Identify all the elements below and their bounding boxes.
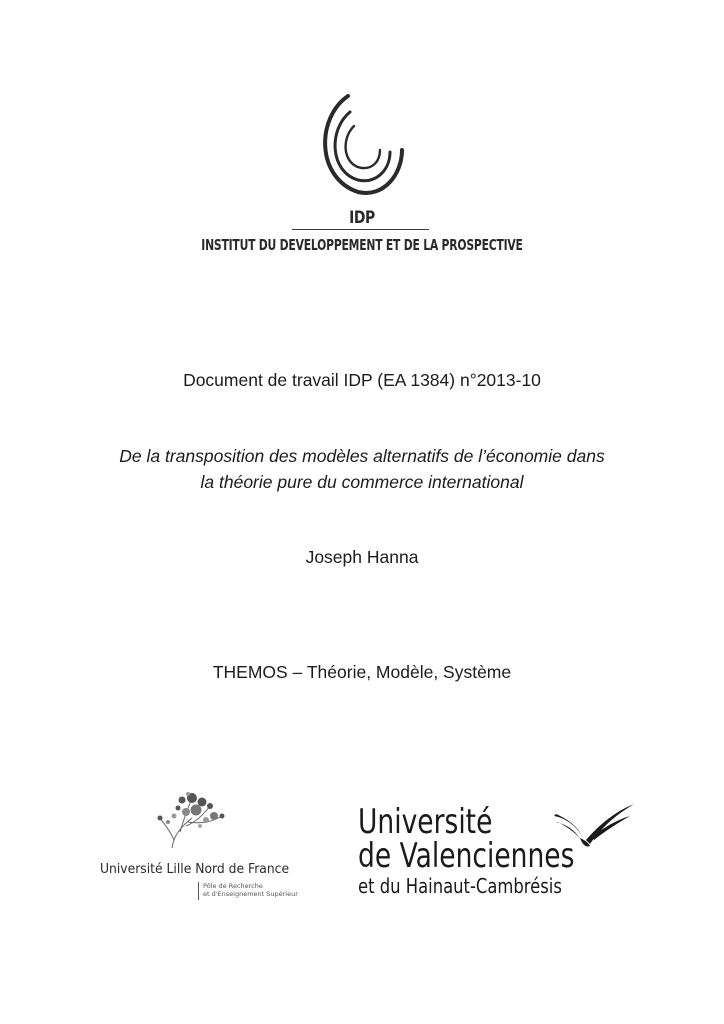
- idp-crescent-emblem-icon: [310, 90, 410, 200]
- document-reference: Document de travail IDP (EA 1384) n°2013-10: [183, 370, 541, 390]
- lille-subtitle-line-1: Pôle de Recherche: [203, 882, 263, 890]
- valenciennes-university-logo: [358, 800, 648, 910]
- lille-subtitle-line-2: et d'Enseignement Supérieur: [203, 890, 298, 898]
- lille-university-name: Université Lille Nord de France: [100, 862, 290, 877]
- idp-logo: [0, 90, 724, 260]
- institute-full-name: INSTITUT DU DEVELOPPEMENT ET DE LA PROSPECTIVE: [201, 236, 523, 254]
- valenciennes-line-3: et du Hainaut-Cambrésis: [358, 874, 562, 898]
- lille-divider: [198, 882, 199, 900]
- research-team: THEMOS – Théorie, Modèle, Système: [212, 662, 512, 682]
- document-title-line-1: De la transposition des modèles alternatifs de l’économie dans: [119, 446, 605, 466]
- document-author: Joseph Hanna: [305, 547, 419, 567]
- valenciennes-line-1: Université: [358, 802, 493, 842]
- lille-university-logo: [100, 788, 320, 903]
- institute-acronym: IDP: [349, 208, 375, 228]
- document-title-line-2: la théorie pure du commerce international: [200, 472, 524, 492]
- bird-icon: [552, 802, 636, 850]
- logo-divider-rule: [292, 229, 429, 230]
- tree-of-dots-icon: [152, 788, 232, 850]
- valenciennes-line-2: de Valenciennes: [358, 836, 575, 876]
